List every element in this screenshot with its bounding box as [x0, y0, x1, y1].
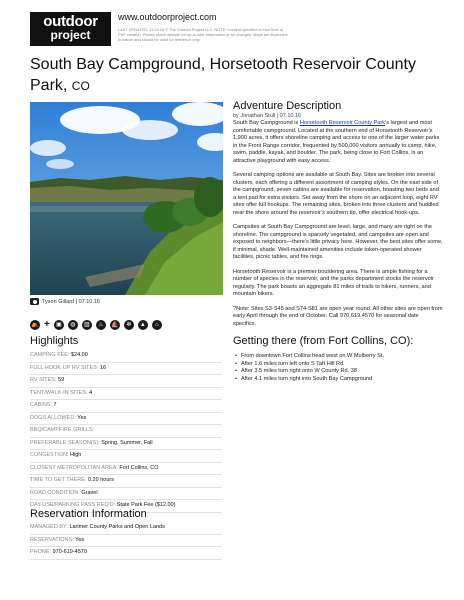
campground-photo	[30, 102, 223, 295]
article-heading: Adventure Description	[233, 100, 342, 112]
amenity-icons	[30, 320, 162, 330]
highlights-list	[30, 350, 222, 513]
park-link[interactable]: Horsetooth Reservoir County Park	[299, 120, 386, 126]
highlight-row	[30, 463, 222, 476]
logo-line1: outdoor	[43, 13, 98, 30]
highlight-key: PREFERABLE SEASON(S):	[30, 439, 100, 446]
highlight-key: CABINS:	[30, 402, 53, 408]
highlight-value: Spring, Summer, Fall	[101, 439, 153, 446]
highlight-value: 59	[58, 377, 65, 383]
toilet-icon: ▥	[82, 320, 92, 330]
reservation-row	[30, 522, 222, 535]
page-title	[30, 54, 440, 97]
highlight-value: 16	[99, 364, 107, 371]
reservation-key: RESERVATIONS:	[30, 536, 74, 543]
shower-icon: ♨	[96, 320, 106, 330]
highlight-value: High	[70, 452, 82, 458]
highlight-key: BBQ/CAMPFIRE GRILLS:	[30, 427, 95, 433]
camera-icon	[30, 298, 39, 305]
boat-icon: ⛵	[111, 322, 119, 328]
direction-step: • From downtown Fort Collins head west on W Mulberry St.	[233, 353, 443, 361]
article-paragraph: Horsetooth Reservoir is a premier bouldering area. There is ample fishing for a number of species in the reservoir, and the parks department stocks the reservoir regularly. The park boasts an aggregate 81 miles of trails to hikers, runners, and mountain bikers.	[233, 268, 434, 297]
highlight-row	[30, 450, 222, 463]
title-text: South Bay Campground, Horsetooth Reservoir County Park,	[30, 56, 416, 94]
fire-ring-icon: ▲	[138, 320, 148, 330]
highlight-row	[30, 375, 222, 388]
tent-icon: ⛺	[31, 322, 39, 328]
article-paragraph: Campsites at South Bay Campground are level, large, and many are right on the shoreline. The campground is sparsely vegetated, and campsites are open and exposed to neighbors—there’s little privacy here. However, the best sites offer some, if minimal, shade. Well-maintained amenities include token-operated shower facilities, picnic tables, and fire rings.	[233, 224, 443, 260]
article-paragraph	[233, 120, 443, 165]
reservation-key: MANAGED BY:	[30, 524, 68, 530]
p1-before: South Bay Campground is	[233, 120, 300, 126]
highlight-key: ROAD CONDITION:	[30, 489, 80, 496]
reservation-value: Larimer County Parks and Open Lands	[69, 524, 165, 530]
highlight-value: 4	[89, 389, 93, 396]
reservation-key: PHONE:	[30, 549, 52, 555]
highlight-key: TENT/WALK-IN SITES:	[30, 389, 88, 396]
p1-after: ’s largest and most comfortable campground. Located at the southern end of Horsetooth Reservoir’s 1,900 acres, it offers shoreline camping and access to one of the larger water parks in the Front Range corridor, frequented by 500,000 visitors annually to camp, hike, swim, paddle, kayak, and boulder. The park, being close to Fort Collins, is an attractive playground with easy access.	[233, 120, 440, 164]
update-note: LAST UPDATED: 11.03.16 © The Outdoor Project LLC. NOTE: Content specified is from time of PDF creation. Please check website for up-to-date information or for changes. Maps are illustrative in nature and should be used for reference only.	[118, 27, 288, 42]
highlight-key: DAY-USE/PARKING PASS REQ'D:	[30, 502, 116, 508]
highlight-value: State Park Fee ($12.00)	[116, 502, 176, 508]
reservation-value[interactable]: 970-619-4570	[52, 549, 87, 555]
outdoor-project-logo	[30, 12, 111, 46]
picnic-table-icon: ✻	[124, 320, 134, 330]
direction-step: • After 4.1 miles turn right into South Bay Campground	[233, 376, 443, 384]
highlight-value: 7	[53, 402, 57, 408]
highlight-row	[30, 438, 222, 451]
photo-credit	[30, 298, 100, 305]
highlight-value: Fort Collins, CO	[119, 464, 159, 471]
highlight-key: RV SITES:	[30, 377, 57, 383]
highlight-value: $24.00	[70, 352, 88, 358]
directions-list	[233, 353, 443, 383]
highlight-value: 0.20 hours	[87, 477, 114, 483]
site-url[interactable]: www.outdoorproject.com	[118, 12, 217, 22]
highlight-row	[30, 350, 222, 363]
highlight-row	[30, 400, 222, 413]
highlight-key: DOGS ALLOWED:	[30, 414, 76, 421]
highlight-value: Gravel	[81, 489, 98, 496]
highlights-heading: Highlights	[30, 335, 79, 347]
logo-line2: project	[50, 28, 91, 42]
highlight-key: CLOSEST METROPOLITAN AREA:	[30, 464, 118, 471]
highlight-key: CAMPING FEE:	[30, 352, 70, 358]
direction-step: • After 3.5 miles turn right onto W County Rd. 38	[233, 368, 443, 376]
water-icon: ◍	[68, 320, 78, 330]
article-paragraph: Several camping options are available at South Bay. Sites are broken into several clusters, each offering a different assortment of camping styles. On the east side of the campground, seven cabins are available for reservation, boasting two beds and a tent pad for extra visitors. Set away from the shore on an adjacent loop, eight RV sites offer full hookups. The remaining sites, broken into three clusters and huddled near the shore around the reservoir’s southern tip, offer electrical hook-ups.	[233, 172, 439, 216]
highlight-row	[30, 488, 222, 501]
reservation-row	[30, 547, 222, 560]
highlight-row	[30, 388, 222, 401]
reservation-heading: Reservation Information	[30, 508, 147, 520]
directions-heading: Getting there (from Fort Collins, CO):	[233, 335, 414, 347]
trailer-icon: ▣	[54, 320, 64, 330]
plus-icon: +	[44, 319, 50, 330]
direction-step: • After 1.6 miles turn left onto S Taft Hill Rd.	[233, 361, 443, 369]
highlight-row	[30, 425, 222, 438]
highlight-row	[30, 475, 222, 488]
page-header	[30, 12, 440, 50]
highlight-key: FULL HOOK-UP RV SITES:	[30, 364, 99, 371]
highlight-key: TIME TO GET THERE:	[30, 477, 87, 483]
highlight-row	[30, 413, 222, 426]
reservation-value: Yes	[75, 536, 85, 543]
highlight-key: CONGESTION:	[30, 452, 69, 458]
reservation-list	[30, 522, 222, 560]
campground-icon: ⌂	[152, 320, 162, 330]
highlight-row	[30, 363, 222, 376]
title-state: CO	[71, 79, 90, 93]
article-paragraph: ?Note: Sites S3-S45 and S74-S81 are open year round. All other sites are open from early April through the end of October. Call 970.619.4570 for seasonal date specifics.	[233, 305, 443, 327]
article-column	[233, 100, 443, 383]
article-byline: by Jonathan Stull | 07.10.16	[233, 113, 302, 119]
reservation-row	[30, 535, 222, 548]
photo-credit-text: Tyson Gillard | 07.10.16	[42, 298, 100, 305]
highlight-value: Yes	[77, 414, 87, 421]
